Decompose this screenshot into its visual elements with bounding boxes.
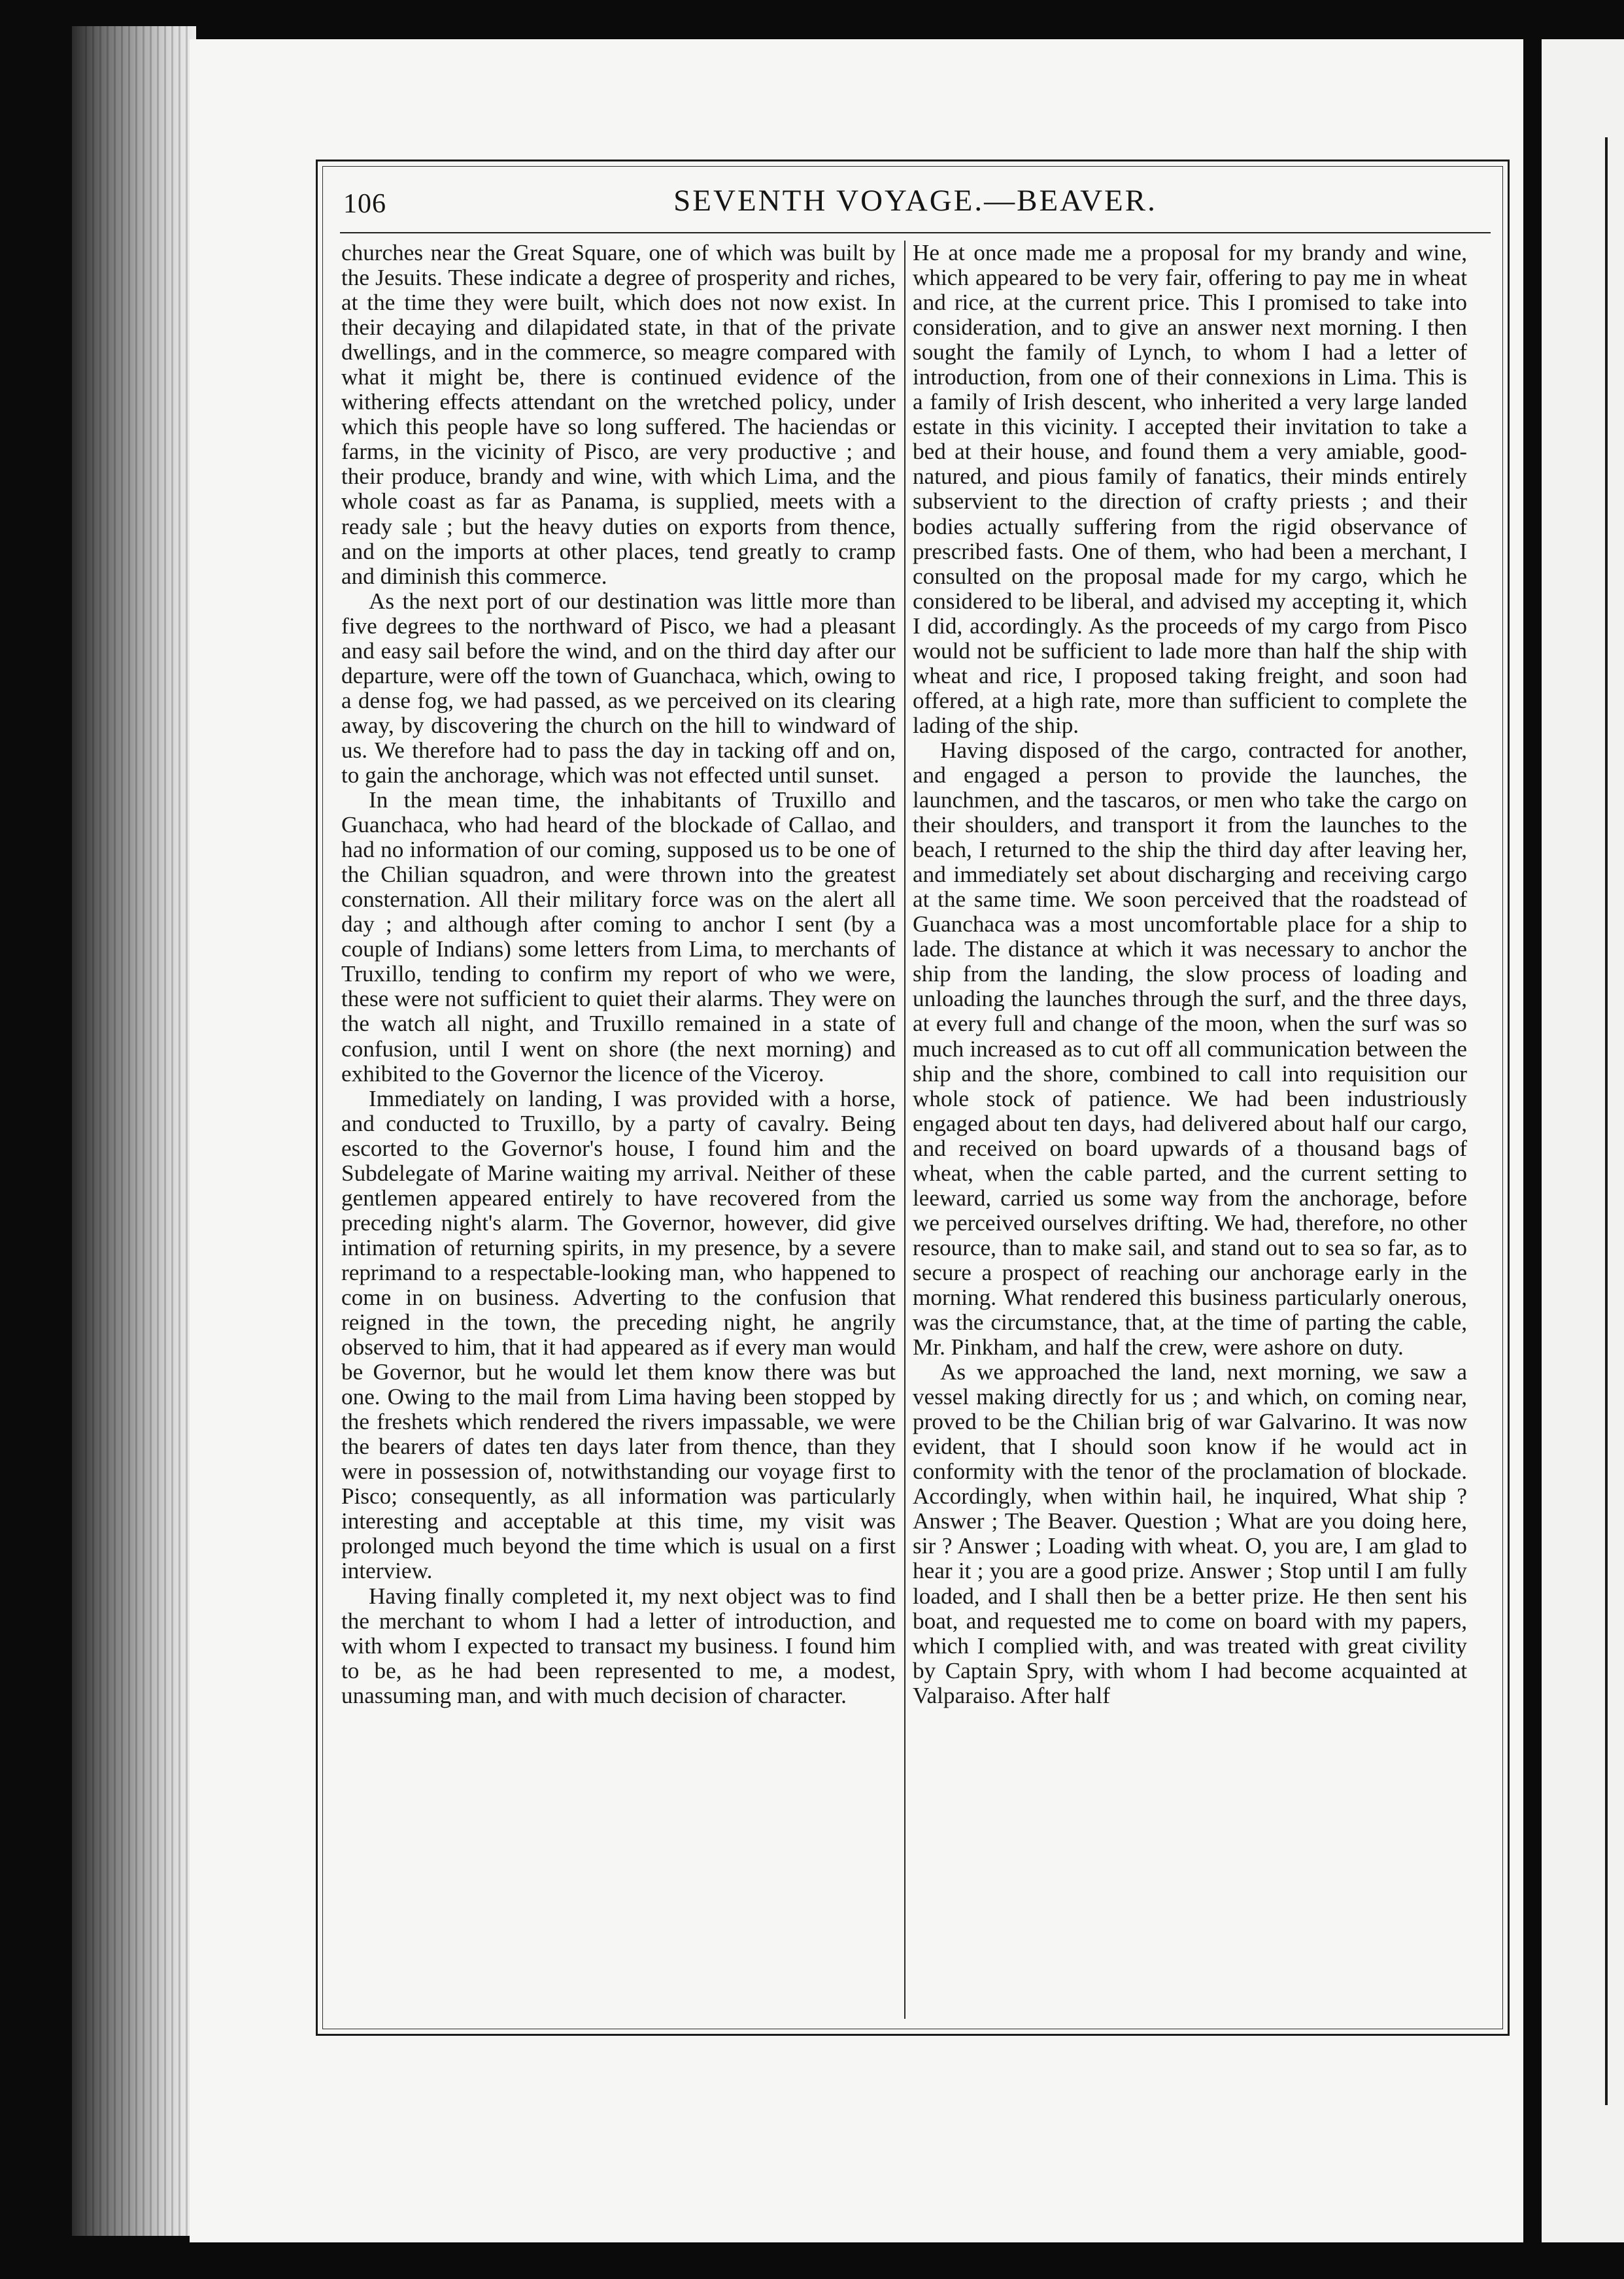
paragraph: As the next port of our destination was little more than five degrees to the northward of Pisco, we had a pleasant and easy sail before the wind, and on the third day after our departure, were off the town of Guanchaca, which, owing to a dense fog, we had passed, as we perceived on its clearing away, by discovering the church on the hill to windward of us. We therefore had to pass the day in tacking off and on, to gain the anchorage, which was not effected until sunset. bbox=[341, 588, 896, 788]
right-column bbox=[913, 241, 1467, 2019]
binding-shadow bbox=[85, 26, 190, 2236]
running-head: SEVENTH VOYAGE.—BEAVER. bbox=[673, 184, 1157, 218]
paragraph: He at once made me a proposal for my brandy and wine, which appeared to be very fair, offering to pay me in wheat and rice, at the current price. This I promised to take into consideration, and to give an answer next morning. I then sought the family of Lynch, to whom I had a letter of introduction, from one of their connexions in Lima. This is a family of Irish descent, who inherited a very large landed estate in this vicinity. I accepted their invitation to take a bed at their house, and found them a very amiable, good-natured, and pious family of fanatics, their minds entirely subservient to the direction of crafty priests ; and their bodies actually suffering from the rigid observance of prescribed fasts. One of them, who had been a merchant, I consulted on the proposal made for my cargo, which he considered to be liberal, and advised my accepting it, which I did, accordingly. As the proceeds of my cargo from Pisco would not be sufficient to lade more than half the ship with wheat and rice, I proposed taking freight, and soon had offered, at a high rate, more than sufficient to complete the lading of the ship. bbox=[913, 240, 1467, 738]
left-column bbox=[341, 241, 896, 2019]
facing-page-border bbox=[1605, 137, 1608, 2105]
header-rule bbox=[340, 232, 1491, 233]
paragraph: As we approached the land, next morning, we saw a vessel making directly for us ; and which, on coming near, proved to be the Chilian brig of war Galvarino. It was now evident, that I should soon know if he would act in conformity with the tenor of the proclamation of blockade. Accordingly, when within hail, he inquired, What ship ? Answer ; The Beaver. Question ; What are you doing here, sir ? Answer ; Loading with wheat. O, you are, I am glad to hear it ; you are a good prize. Answer ; Stop until I am fully loaded, and I shall then be a better prize. He then sent his boat, and requested me to come on board with my papers, which I complied with, and was treated with great civility by Captain Spry, with whom I had become acquainted at Valparaiso. After half bbox=[913, 1359, 1467, 1708]
column-divider bbox=[904, 241, 905, 2019]
paragraph: In the mean time, the inhabitants of Truxillo and Guanchaca, who had heard of the blockade of Callao, and had no information of our coming, supposed us to be one of the Chilian squadron, and were thrown into the greatest consternation. All their military force was on the alert all day ; and although after coming to anchor I sent (by a couple of Indians) some letters from Lima, to merchants of Truxillo, tending to confirm my report of who we were, these were not sufficient to quiet their alarms. They were on the watch all night, and Truxillo remained in a state of confusion, until I went on shore (the next morning) and exhibited to the Governor the licence of the Viceroy. bbox=[341, 787, 896, 1087]
paragraph: Having disposed of the cargo, contracted for another, and engaged a person to provide the launches, the launchmen, and the tascaros, or men who take the cargo on their shoulders, and transport it from the launches to the beach, I returned to the ship the third day after leaving her, and immediately set about discharging and receiving cargo at the same time. We soon perceived that the roadstead of Guanchaca was a most uncomfortable place for a ship to lade. The distance at which it was necessary to anchor the ship from the landing, the slow process of loading and unloading the launches through the surf, and the three days, at every full and change of the moon, when the surf was so much increased as to cut off all communication between the ship and the shore, combined to call into requisition our whole stock of patience. We had been industriously engaged about ten days, had delivered about half our cargo, and received on board upwards of a thousand bags of wheat, when the cable parted, and the current setting to leeward, carried us some way from the anchorage, before we perceived ourselves drifting. We had, therefore, no other resource, than to make sail, and stand out to sea so far, as to secure a prospect of reaching our anchorage early in the morning. What rendered this business particularly onerous, was the circumstance, that, at the time of parting the cable, Mr. Pinkham, and half the crew, were ashore on duty. bbox=[913, 737, 1467, 1360]
paragraph: churches near the Great Square, one of which was built by the Jesuits. These indicate a degree of prosperity and riches, at the time they were built, which does not now exist. In their decaying and dilapidated state, in that of the private dwellings, and in the commerce, so meagre compared with what it might be, there is continued evidence of the withering effects attendant on the wretched policy, under which this people have so long suffered. The haciendas or farms, in the vicinity of Pisco, are very productive ; and their produce, brandy and wine, with which Lima, and the whole coast as far as Panama, is supplied, meets with a ready sale ; but the heavy duties on exports from thence, and on the imports at other places, tend greatly to cramp and diminish this commerce. bbox=[341, 240, 896, 589]
facing-page-edge bbox=[1542, 39, 1624, 2242]
page-number: 106 bbox=[343, 189, 386, 219]
paragraph: Immediately on landing, I was provided with a horse, and conducted to Truxillo, by a party of cavalry. Being escorted to the Governor's house, I found him and the Subdelegate of Marine waiting my arrival. Neither of these gentlemen appeared entirely to have recovered from the preceding night's alarm. The Governor, however, did give intimation of returning spirits, in my presence, by a severe reprimand to a respectable-looking man, who happened to come in on business. Adverting to the confusion that reigned in the town, the preceding night, he angrily observed to him, that it had appeared as if every man would be Governor, but he would let them know there was but one. Owing to the mail from Lima having been stopped by the freshets which rendered the rivers impassable, we were the bearers of dates ten days later from thence, than they were in possession of, notwithstanding our voyage first to Pisco; consequently, as all information was particularly interesting and acceptable at this time, my visit was prolonged much beyond the time which is usual on a first interview. bbox=[341, 1085, 896, 1584]
paragraph: Having finally completed it, my next object was to find the merchant to whom I had a letter of introduction, and with whom I expected to transact my business. I found him to be, as he had been represented to me, a modest, unassuming man, and with much decision of character. bbox=[341, 1583, 896, 1708]
